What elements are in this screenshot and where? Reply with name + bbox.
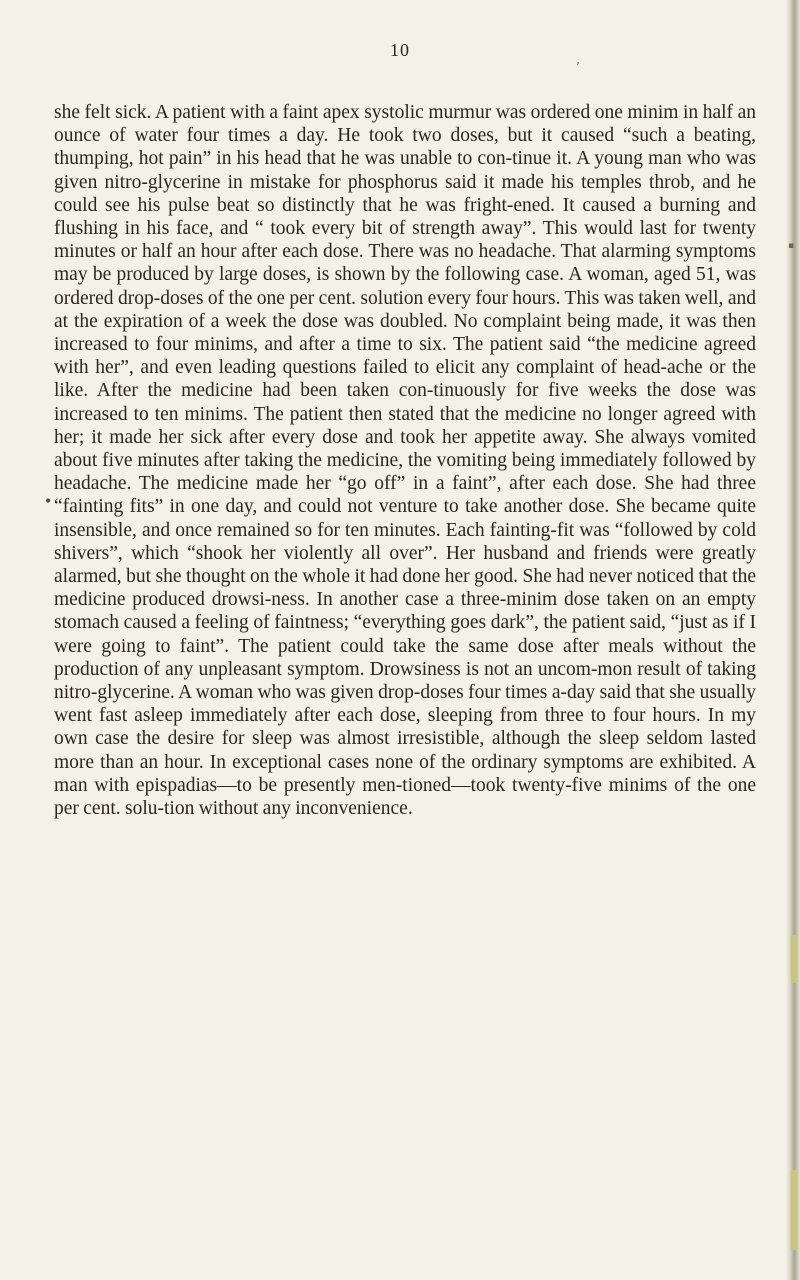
scan-speck: • bbox=[44, 494, 53, 510]
body-paragraph: she felt sick. A patient with a faint apex systolic murmur was ordered one minim in half an ounce of water four times a day. He took two doses, but it caused “such a beating, thumping, hot pain” in his head that he was unable to con-tinue it. A young man who was given nitro-glycerine in mistake for phosphorus said it made his temples throb, and he could see his pulse beat so distinctly that he was fright-ened. It caused a burning and flushing in his face, and “ took every bit of strength away”. This would last for twenty minutes or half an hour after each dose. There was no headache. That alarming symptoms may be produced by large doses, is shown by the following case. A woman, aged 51, was ordered drop-doses of the one per cent. solution every four hours. This was taken well, and at the expiration of a week the dose was doubled. No complaint being made, it was then increased to four minims, and after a time to six. The patient said “the medicine agreed with her”, and even leading questions failed to elicit any complaint of head-ache or the like. After the medicine had been taken con-tinuously for five weeks the dose was increased to ten minims. The patient then stated that the medicine no longer agreed with her; it made her sick after every dose and took her appetite away. She always vomited about five minutes after taking the medicine, the vomiting being immediately followed by headache. The medicine made her “go off” in a faint”, after each dose. She had three “fainting fits” in one day, and could not venture to take another dose. She became quite insensible, and once remained so for ten minutes. Each fainting-fit was “followed by cold shivers”, which “shook her violently all over”. Her husband and friends were greatly alarmed, but she thought on the whole it had done her good. She had never noticed that the medicine produced drowsi-ness. In another case a three-minim dose taken on an empty stomach caused a feeling of faintness; “everything goes dark”, the patient said, “just as if I were going to faint”. The patient could take the same dose after meals without the production of any unpleasant symptom. Drowsiness is not an uncom-mon result of taking nitro-glycerine. A woman who was given drop-doses four times a-day said that she usually went fast asleep immediately after each dose, sleeping from three to four hours. In my own case the desire for sleep was almost irresistible, although the sleep seldom lasted more than an hour. In exceptional cases none of the ordinary symptoms are exhibited. A man with epispadias—to be presently men-tioned—took twenty-five minims of the one per cent. solu-tion without any inconvenience. bbox=[54, 102, 756, 820]
scan-speck: ’ bbox=[576, 60, 580, 74]
page-number: 10 bbox=[390, 40, 410, 60]
edge-tab-marker bbox=[791, 1170, 797, 1250]
edge-tab-marker bbox=[791, 935, 797, 983]
scan-speck: ▪ bbox=[788, 241, 795, 251]
page-edge-shadow bbox=[786, 0, 800, 1280]
